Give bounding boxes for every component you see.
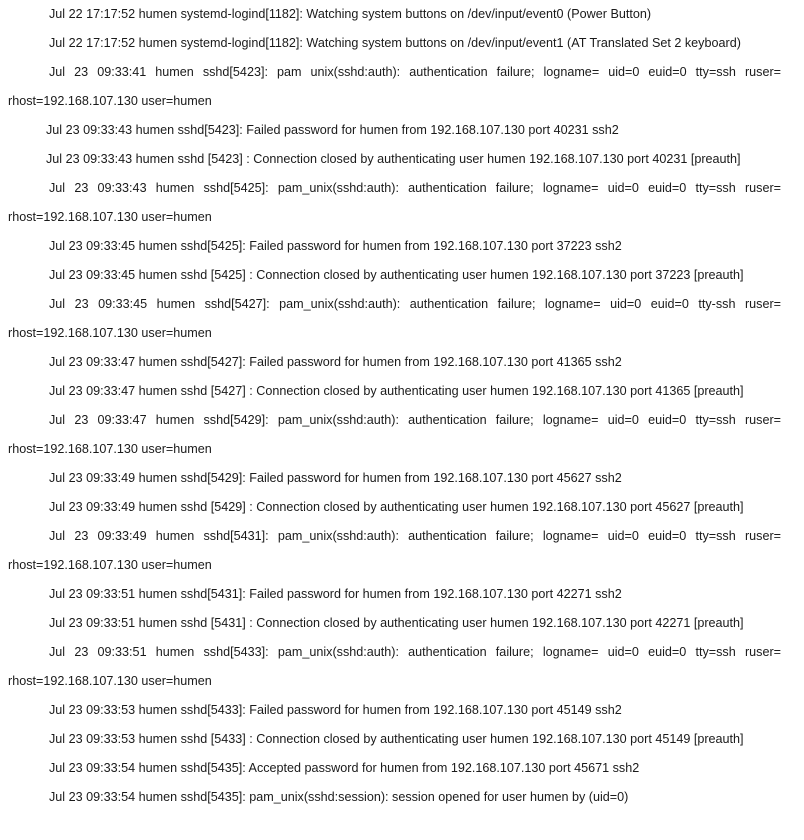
log-line: Jul 23 09:33:47 humen sshd[5427]: Failed password for humen from 192.168.107.130 port 41365 ssh2 (49, 355, 622, 369)
log-line: Jul 23 09:33:54 humen sshd[5435]: Accepted password for humen from 192.168.107.130 port 45671 ssh2 (49, 761, 640, 775)
log-document (8, 0, 781, 812)
log-line: Jul 23 09:33:41 humen sshd[5423]: pam unix(sshd:auth): authentication failure; logname= uid=0 euid=0 tty=ssh ruser= rhost=192.168.107.130 user=humen (8, 65, 781, 108)
log-line: Jul 23 09:33:49 humen sshd[5429]: Failed password for humen from 192.168.107.130 port 45627 ssh2 (49, 471, 622, 485)
log-line: Jul 23 09:33:43 humen sshd[5423]: Failed password for humen from 192.168.107.130 port 40231 ssh2 (46, 123, 619, 137)
log-line: Jul 23 09:33:53 humen sshd [5433] : Connection closed by authenticating user humen 192.168.107.130 port 45149 [preauth] (49, 732, 744, 746)
log-line: Jul 22 17:17:52 humen systemd-logind[1182]: Watching system buttons on /dev/input/event0 (Power Button) (49, 7, 652, 21)
log-line: Jul 23 09:33:49 humen sshd[5431]: pam_unix(sshd:auth): authentication failure; logname= uid=0 euid=0 tty=ssh ruser= rhost=192.168.107.130 user=humen (8, 529, 781, 572)
log-line: Jul 23 09:33:45 humen sshd[5427]: pam_unix(sshd:auth): authentication failure; logname= uid=0 euid=0 tty-ssh ruser= rhost=192.168.107.130 user=humen (8, 297, 781, 340)
log-line: Jul 23 09:33:54 humen sshd[5435]: pam_unix(sshd:session): session opened for user humen by (uid=0) (49, 790, 629, 804)
log-line: Jul 23 09:33:51 humen sshd[5433]: pam_unix(sshd:auth): authentication failure; logname= uid=0 euid=0 tty=ssh ruser= rhost=192.168.107.130 user=humen (8, 645, 781, 688)
log-line: Jul 23 09:33:49 humen sshd [5429] : Connection closed by authenticating user humen 192.168.107.130 port 45627 [preauth] (49, 500, 744, 514)
log-line: Jul 23 09:33:43 humen sshd [5423] : Connection closed by authenticating user humen 192.168.107.130 port 40231 [preauth] (46, 152, 741, 166)
log-line: Jul 23 09:33:51 humen sshd [5431] : Connection closed by authenticating user humen 192.168.107.130 port 42271 [preauth] (49, 616, 744, 630)
log-line: Jul 23 09:33:47 humen sshd [5427] : Connection closed by authenticating user humen 192.168.107.130 port 41365 [preauth] (49, 384, 744, 398)
log-line: Jul 23 09:33:45 humen sshd [5425] : Connection closed by authenticating user humen 192.168.107.130 port 37223 [preauth] (49, 268, 744, 282)
log-line: Jul 23 09:33:53 humen sshd[5433]: Failed password for humen from 192.168.107.130 port 45149 ssh2 (49, 703, 622, 717)
log-line: Jul 23 09:33:43 humen sshd[5425]: pam_unix(sshd:auth): authentication failure; logname= uid=0 euid=0 tty=ssh ruser= rhost=192.168.107.130 user=humen (8, 181, 781, 224)
log-line: Jul 23 09:33:51 humen sshd[5431]: Failed password for humen from 192.168.107.130 port 42271 ssh2 (49, 587, 622, 601)
log-line: Jul 23 09:33:45 humen sshd[5425]: Failed password for humen from 192.168.107.130 port 37223 ssh2 (49, 239, 622, 253)
log-line: Jul 23 09:33:47 humen sshd[5429]: pam_unix(sshd:auth): authentication failure; logname= uid=0 euid=0 tty=ssh ruser= rhost=192.168.107.130 user=humen (8, 413, 781, 456)
log-line: Jul 22 17:17:52 humen systemd-logind[1182]: Watching system buttons on /dev/input/event1 (AT Translated Set 2 keyboard) (49, 36, 741, 50)
